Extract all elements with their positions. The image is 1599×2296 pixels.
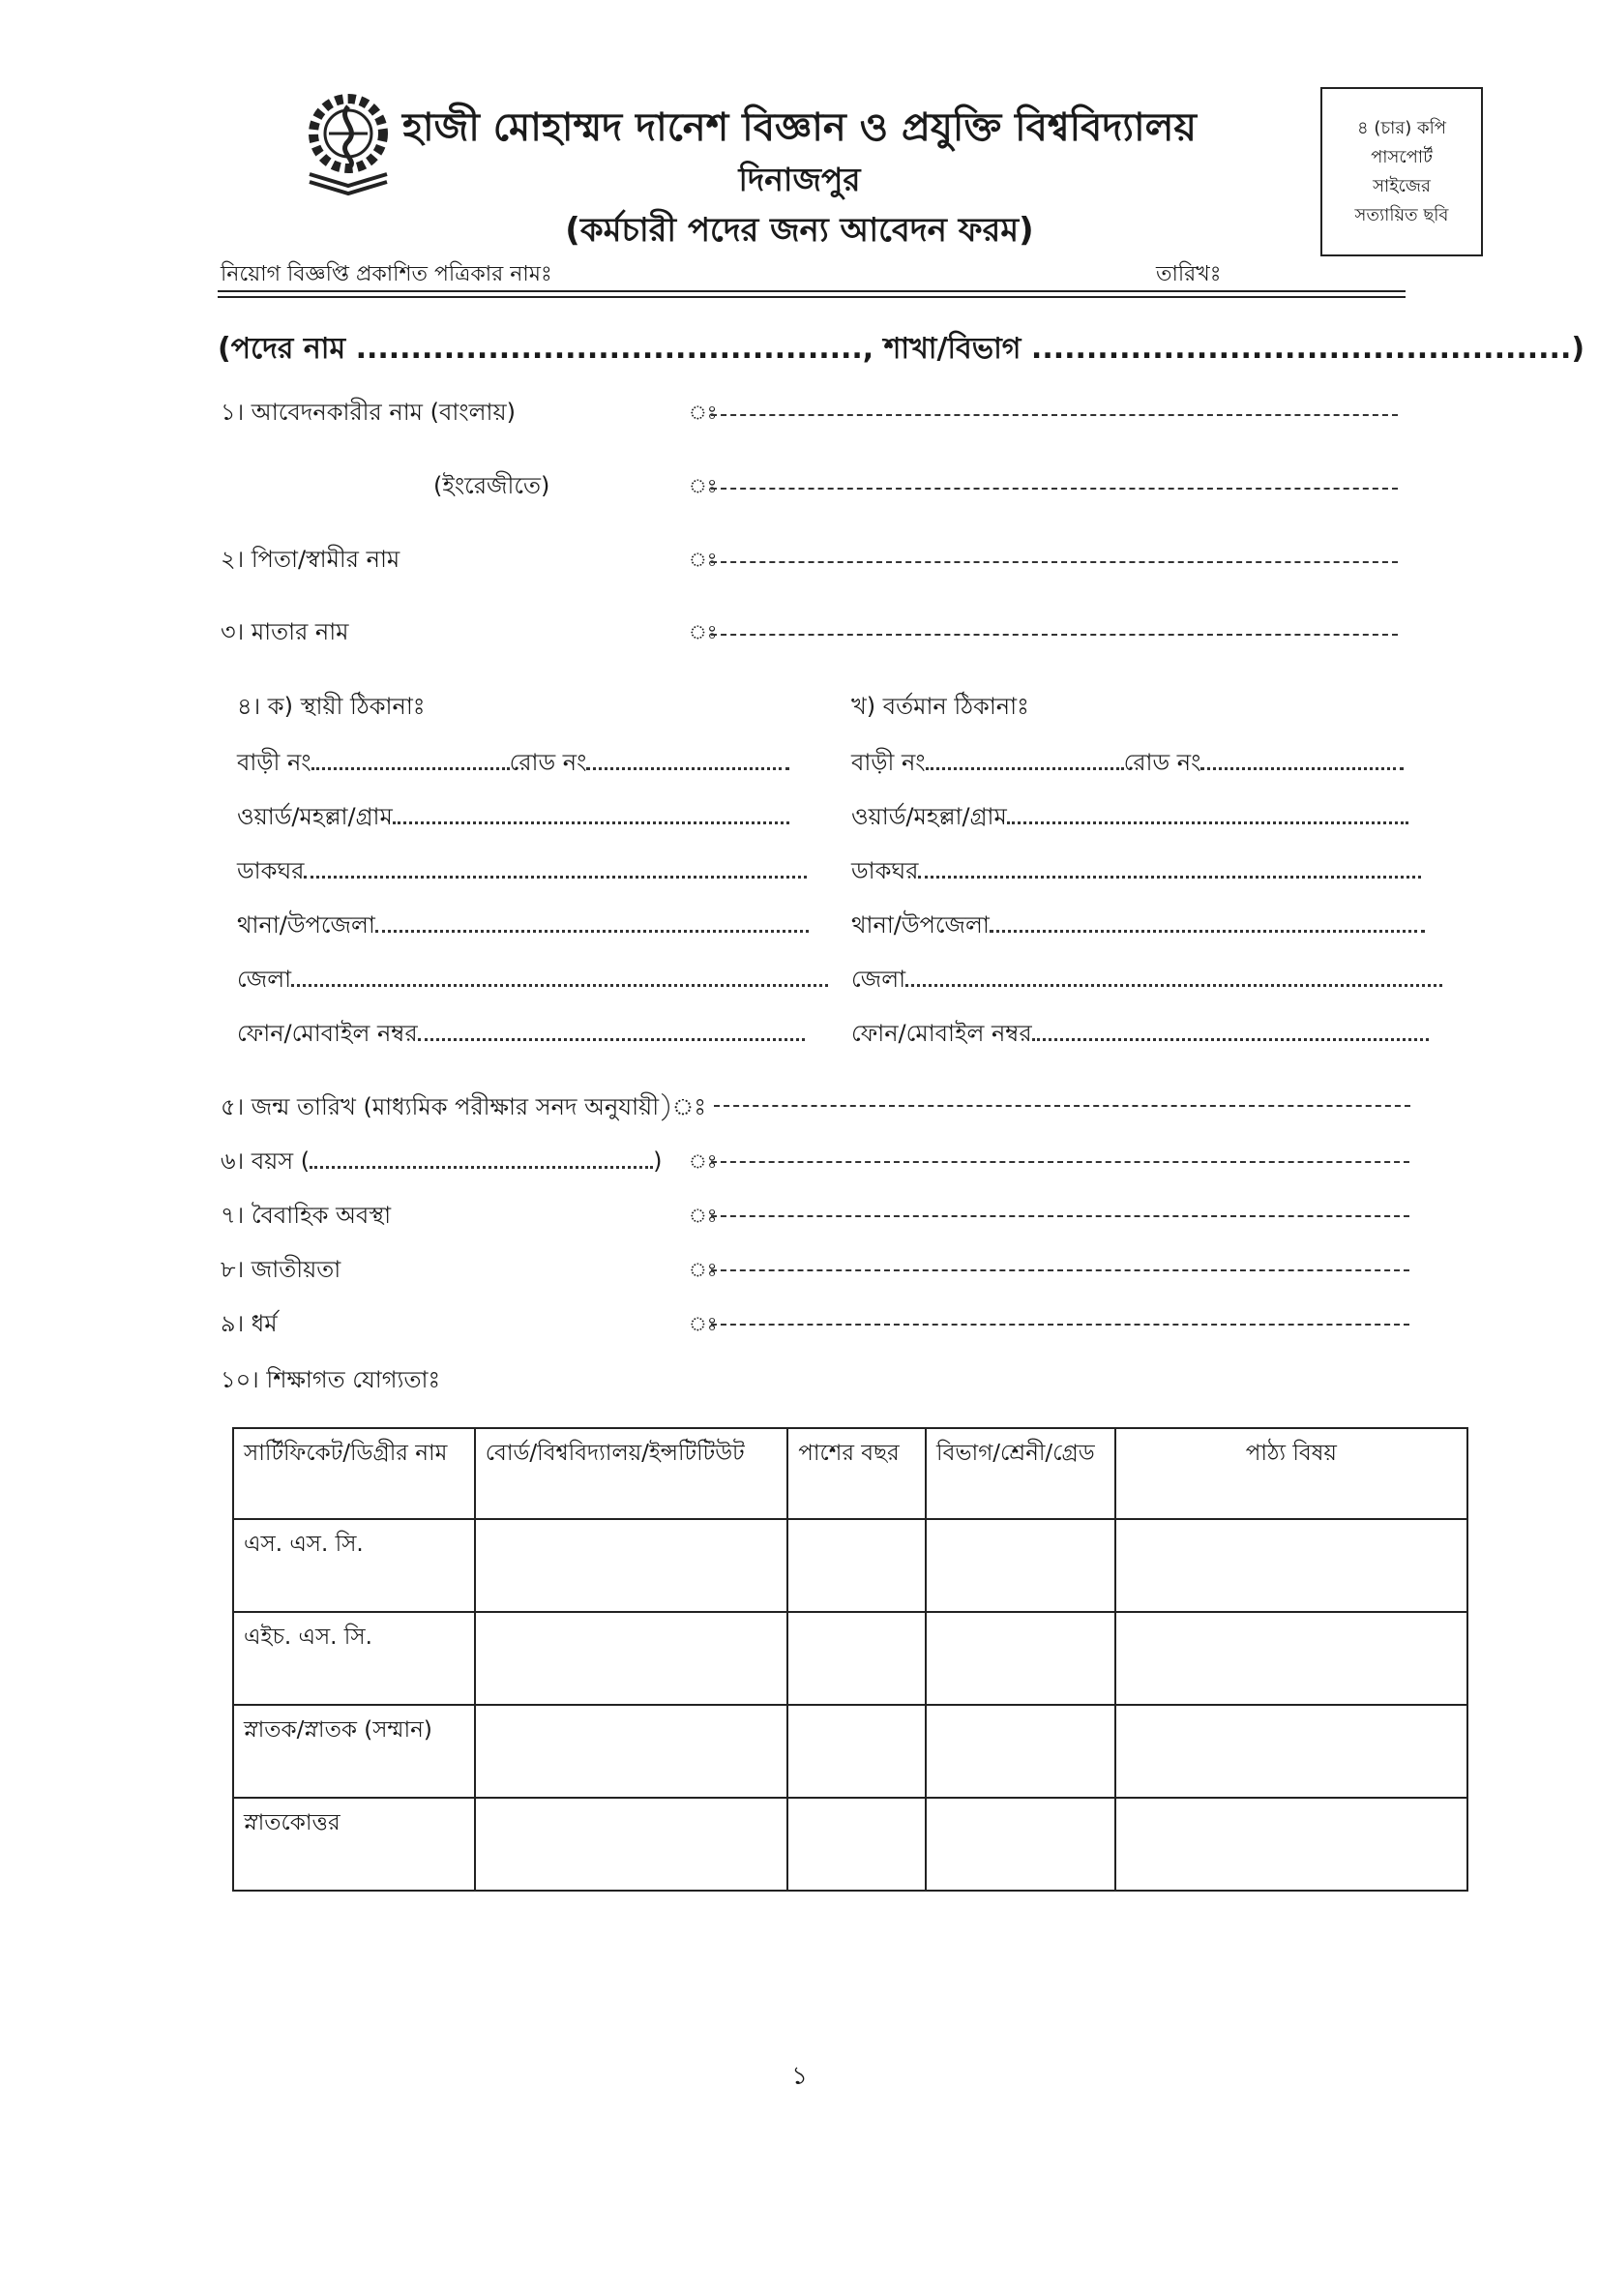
permanent-post-office-field[interactable] (304, 856, 807, 879)
post-name-label: (পদের নাম (218, 332, 346, 366)
applicant-name-bangla-label: ১। আবেদনকারীর নাম (বাংলায়) (221, 399, 516, 426)
institute-cell[interactable] (475, 1705, 788, 1798)
university-name: হাজী মোহাম্মদ দানেশ বিজ্ঞান ও প্রযুক্তি বিশ্ববিদ্যালয় (402, 105, 1197, 150)
permanent-thana-field[interactable] (375, 910, 809, 933)
religion-label: ৯। ধর্ম (221, 1310, 278, 1337)
colon: ঃ (689, 474, 718, 497)
table-row (233, 1519, 1467, 1612)
city-name: দিনাজপুর (738, 161, 861, 198)
present-district-row (851, 962, 1442, 1000)
age-field[interactable] (711, 1161, 1409, 1163)
colon: ঃ (689, 401, 718, 424)
present-post-office-field[interactable] (918, 856, 1421, 879)
religion-field[interactable] (711, 1324, 1409, 1326)
passing-year-cell[interactable] (787, 1612, 926, 1705)
district-label: জেলা (851, 966, 906, 993)
post-name-field[interactable]: .............................................., (355, 332, 874, 366)
father-husband-name-field[interactable] (711, 561, 1398, 563)
form-title: (কর্মচারী পদের জন্য আবেদন ফরম) (565, 211, 1034, 250)
subject-cell[interactable] (1115, 1612, 1467, 1705)
page-number: ১ (791, 2062, 808, 2091)
present-address-title: খ) বর্তমান ঠিকানাঃ (851, 693, 1029, 720)
colon: ঃ (689, 1204, 718, 1227)
present-post-office-row (851, 853, 1421, 892)
subject-cell[interactable] (1115, 1519, 1467, 1612)
education-label: ১০। শিক্ষাগত যোগ্যতাঃ (221, 1366, 441, 1393)
photo-box-line: পাসপোর্ট (1371, 146, 1433, 167)
present-ward-field[interactable] (1007, 802, 1408, 824)
permanent-road-no-field[interactable] (586, 748, 789, 770)
colon: ঃ (689, 548, 718, 571)
age-inline-field[interactable] (310, 1147, 653, 1169)
date-of-birth-label: ৫। জন্ম তারিখ (মাধ্যমিক পরীক্ষার সনদ অনুযায়ী)ঃ (221, 1093, 707, 1120)
subject-cell[interactable] (1115, 1798, 1467, 1891)
permanent-ward-row (237, 799, 789, 838)
father-husband-name-label: ২। পিতা/স্বামীর নাম (221, 546, 400, 573)
present-thana-row (851, 908, 1425, 946)
ward-label: ওয়ার্ড/মহল্লা/গ্রাম (851, 803, 1007, 830)
column-header: সার্টিফিকেট/ডিগ্রীর নাম (233, 1428, 475, 1519)
road-no-label: রোড নং (1123, 749, 1201, 776)
newspaper-label: নিয়োগ বিজ্ঞপ্তি প্রকাশিত পত্রিকার নামঃ (221, 262, 552, 286)
degree-name-cell: স্নাতকোত্তর (233, 1798, 475, 1891)
column-header: পাঠ্য বিষয় (1115, 1428, 1467, 1519)
mother-name-label: ৩। মাতার নাম (221, 618, 349, 645)
marital-status-label: ৭। বৈবাহিক অবস্থা (221, 1202, 392, 1229)
nationality-field[interactable] (711, 1269, 1409, 1271)
district-label: জেলা (237, 966, 292, 993)
photo-placeholder-box (1320, 87, 1483, 256)
column-header: বোর্ড/বিশ্ববিদ্যালয়/ইন্সটিটিউট (475, 1428, 788, 1519)
education-table (232, 1427, 1468, 1892)
permanent-house-no-field[interactable] (311, 748, 510, 770)
permanent-house-road-row (237, 745, 789, 784)
division-grade-cell[interactable] (926, 1519, 1115, 1612)
nationality-label: ৮। জাতীয়তা (221, 1256, 341, 1283)
column-header: বিভাগ/শ্রেনী/গ্রেড (926, 1428, 1115, 1519)
present-phone-field[interactable] (1032, 1019, 1429, 1041)
institute-cell[interactable] (475, 1798, 788, 1891)
marital-status-field[interactable] (711, 1215, 1409, 1217)
photo-box-line: সাইজের (1373, 175, 1431, 196)
colon: ঃ (689, 1312, 718, 1335)
colon: ঃ (689, 620, 718, 643)
table-row (233, 1798, 1467, 1891)
age-row (221, 1144, 663, 1182)
column-header: পাশের বছর (787, 1428, 926, 1519)
present-ward-row (851, 799, 1408, 838)
house-no-label: বাড়ী নং (237, 749, 311, 776)
ward-label: ওয়ার্ড/মহল্লা/গ্রাম (237, 803, 393, 830)
department-field[interactable]: .................................................) (1030, 332, 1585, 366)
age-close-paren: ) (653, 1148, 663, 1175)
table-row (233, 1705, 1467, 1798)
present-road-no-field[interactable] (1200, 748, 1404, 770)
applicant-name-english-label: (ইংরেজীতে) (433, 472, 550, 499)
post-office-label: ডাকঘর (851, 857, 919, 884)
table-row (233, 1612, 1467, 1705)
colon: ঃ (689, 1149, 718, 1173)
institute-cell[interactable] (475, 1519, 788, 1612)
present-house-no-field[interactable] (926, 748, 1124, 770)
passing-year-cell[interactable] (787, 1705, 926, 1798)
permanent-ward-field[interactable] (393, 802, 789, 824)
age-label: ৬। বয়স ( (221, 1148, 311, 1175)
permanent-district-field[interactable] (291, 965, 828, 987)
subject-cell[interactable] (1115, 1705, 1467, 1798)
division-grade-cell[interactable] (926, 1798, 1115, 1891)
mother-name-field[interactable] (711, 634, 1398, 636)
table-header-row (233, 1428, 1467, 1519)
road-no-label: রোড নং (509, 749, 587, 776)
division-grade-cell[interactable] (926, 1705, 1115, 1798)
present-district-field[interactable] (905, 965, 1442, 987)
present-thana-field[interactable] (990, 910, 1425, 933)
post-office-label: ডাকঘর (237, 857, 305, 884)
thana-label: থানা/উপজেলা (237, 911, 375, 939)
photo-box-line: সত্যায়িত ছবি (1354, 204, 1449, 225)
degree-name-cell: এস. এস. সি. (233, 1519, 475, 1612)
phone-label: ফোন/মোবাইল নম্বর (237, 1020, 418, 1047)
present-house-road-row (851, 745, 1404, 784)
department-label: শাখা/বিভাগ (883, 332, 1022, 366)
phone-label: ফোন/মোবাইল নম্বর (851, 1020, 1032, 1047)
permanent-phone-field[interactable] (418, 1019, 805, 1041)
permanent-district-row (237, 962, 828, 1000)
institute-cell[interactable] (475, 1612, 788, 1705)
present-phone-row (851, 1016, 1429, 1055)
house-no-label: বাড়ী নং (851, 749, 926, 776)
header-rule (218, 290, 1406, 292)
header-rule (218, 296, 1406, 298)
degree-name-cell: এইচ. এস. সি. (233, 1612, 475, 1705)
thana-label: থানা/উপজেলা (851, 911, 990, 939)
permanent-address-title: ৪। ক) স্থায়ী ঠিকানাঃ (237, 693, 426, 720)
applicant-name-english-field[interactable] (711, 488, 1398, 490)
photo-box-line: ৪ (চার) কপি (1357, 117, 1446, 138)
permanent-phone-row (237, 1016, 805, 1055)
colon: ঃ (689, 1258, 718, 1281)
division-grade-cell[interactable] (926, 1612, 1115, 1705)
date-label: তারিখঃ (1156, 262, 1222, 286)
applicant-name-bangla-field[interactable] (711, 414, 1398, 416)
degree-name-cell: স্নাতক/স্নাতক (সম্মান) (233, 1705, 475, 1798)
passing-year-cell[interactable] (787, 1798, 926, 1891)
permanent-post-office-row (237, 853, 807, 892)
date-of-birth-field[interactable] (714, 1105, 1410, 1107)
post-name-line (218, 325, 1584, 374)
passing-year-cell[interactable] (787, 1519, 926, 1612)
permanent-thana-row (237, 908, 809, 946)
